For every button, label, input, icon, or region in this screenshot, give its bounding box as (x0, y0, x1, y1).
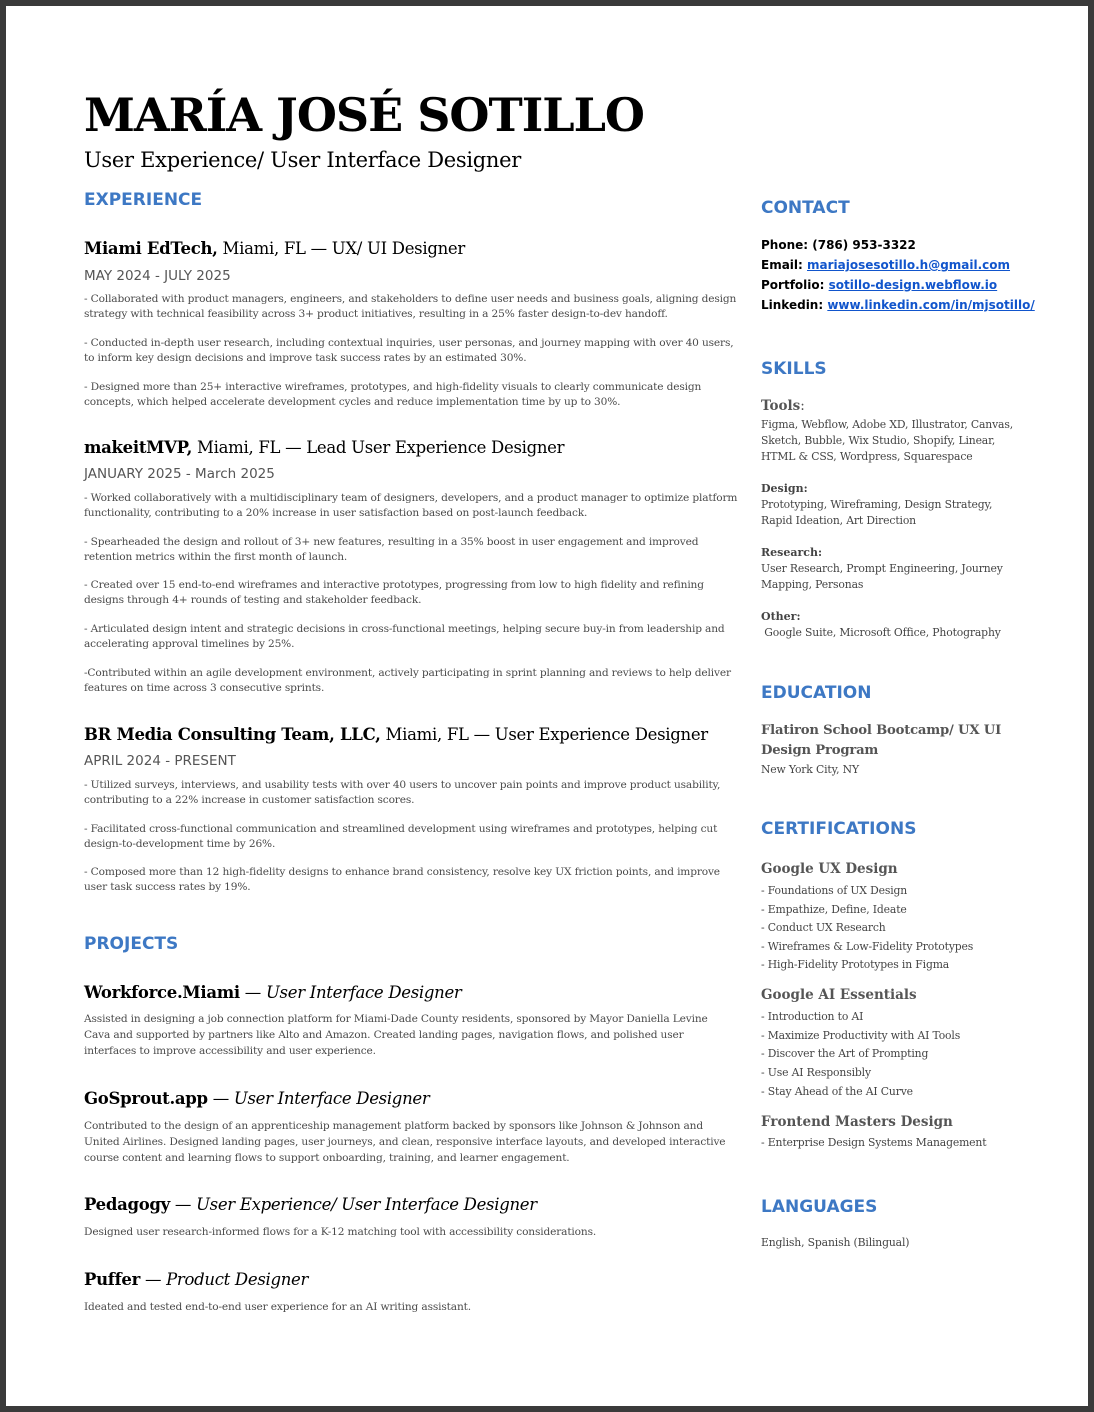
candidate-name: MARÍA JOSÉ SOTILLO (84, 88, 644, 142)
cert-item: - Conduct UX Research (761, 921, 886, 934)
job-bullet: - Composed more than 12 high-fidelity designs to enhance brand consistency, resolve key UX friction points, and improve user task success rates by 19%. (84, 866, 720, 893)
cert-item: - Empathize, Define, Ideate (761, 903, 907, 916)
cert-item: - High-Fidelity Prototypes in Figma (761, 958, 950, 971)
education-heading: EDUCATION (761, 683, 872, 703)
job-title-br-media (84, 725, 708, 744)
tools-label-colon: : (800, 398, 805, 414)
job-title-miami-edtech (84, 239, 465, 258)
job-company: Miami EdTech, (84, 239, 218, 258)
job-role: Miami, FL — UX/ UI Designer (217, 239, 465, 258)
skills-other-label: Other: (761, 610, 801, 623)
job-bullet: - Worked collaboratively with a multidisciplinary team of designers, developers, and a product manager to optimize platform functionality, contributing to a 20% increase in user satisfaction based on post-launch feedback. (84, 492, 738, 519)
project-name: Workforce.Miami (84, 983, 240, 1002)
job-title-makeitmvp (84, 438, 564, 457)
job-company: BR Media Consulting Team, LLC, (84, 725, 381, 744)
job-bullet: - Facilitated cross-functional communication and streamlined development using wireframes and prototypes, helping cut design-to-development time by 26%. (84, 823, 718, 850)
cert-item: - Discover the Art of Prompting (761, 1047, 929, 1060)
languages-heading: LANGUAGES (761, 1197, 878, 1217)
project-description: Designed user research-informed flows for a K-12 matching tool with accessibility considerations. (84, 1226, 597, 1238)
job-dates: APRIL 2024 - PRESENT (84, 753, 236, 769)
education-school: Flatiron School Bootcamp/ UX UI Design Program (761, 723, 1002, 758)
contact-phone: Phone: (786) 953-3322 (761, 238, 916, 252)
job-bullet: - Created over 15 end-to-end wireframes and interactive prototypes, progressing from low to high fidelity and refining designs through 4+ rounds of testing and stakeholder feedback. (84, 579, 704, 606)
portfolio-link[interactable]: sotillo-design.webflow.io (828, 278, 998, 292)
project-role: User Interface Designer (233, 1089, 430, 1108)
project-title (84, 1270, 308, 1289)
cert-group-name: Frontend Masters Design (761, 1114, 953, 1130)
job-dates: JANUARY 2025 - March 2025 (84, 466, 275, 482)
contact-portfolio-label: Portfolio: (761, 278, 829, 292)
project-role: User Interface Designer (265, 983, 462, 1002)
cert-item: - Stay Ahead of the AI Curve (761, 1085, 913, 1098)
project-name: Puffer (84, 1270, 140, 1289)
project-title (84, 1195, 537, 1214)
skills-heading: SKILLS (761, 359, 827, 379)
resume-page (6, 6, 1088, 1406)
project-title (84, 1089, 429, 1108)
cert-item: - Enterprise Design Systems Management (761, 1136, 987, 1149)
skills-tools: Figma, Webflow, Adobe XD, Illustrator, Canvas, Sketch, Bubble, Wix Studio, Shopify, Linear, HTML & CSS, Wordpress, Squarespace (761, 418, 1013, 463)
project-description: Assisted in designing a job connection platform for Miami-Dade County residents, sponsored by Mayor Daniella Levine Cava and supported by partners like Alto and Amazon. Created landing pages, navigation flows, and polished user interfaces to improve accessibility and user experience. (84, 1013, 708, 1057)
skills-tools-label (761, 398, 805, 414)
contact-linkedin-label: Linkedin: (761, 298, 828, 312)
contact-email-line (761, 258, 1010, 272)
project-description: Ideated and tested end-to-end user experience for an AI writing assistant. (84, 1301, 471, 1313)
project-dash: — (169, 1195, 197, 1214)
project-title (84, 983, 462, 1002)
cert-group-name: Google AI Essentials (761, 987, 917, 1003)
job-bullet: - Collaborated with product managers, engineers, and stakeholders to define user needs and business goals, aligning design strategy with technical feasibility across 3+ product initiatives, resulting in a 25% faster design-to-dev handoff. (84, 293, 737, 320)
education-location: New York City, NY (761, 763, 859, 776)
cert-item: - Maximize Productivity with AI Tools (761, 1029, 961, 1042)
job-bullet: - Designed more than 25+ interactive wireframes, prototypes, and high-fidelity visuals to clearly communicate design concepts, which helped accelerate development cycles and reduce implementation time by up to 30%. (84, 381, 702, 408)
project-role: Product Designer (166, 1270, 309, 1289)
cert-item: - Foundations of UX Design (761, 884, 908, 897)
candidate-role: User Experience/ User Interface Designer (84, 148, 521, 172)
cert-item: - Use AI Responsibly (761, 1066, 871, 1079)
certifications-heading: CERTIFICATIONS (761, 819, 917, 839)
job-role: Miami, FL — User Experience Designer (380, 725, 708, 744)
cert-item: - Wireframes & Low-Fidelity Prototypes (761, 940, 974, 953)
job-bullet: - Conducted in-depth user research, including contextual inquiries, user personas, and journey mapping with over 40 users, to inform key design decisions and improve task success rates by an estimated 30%. (84, 337, 734, 364)
cert-group-name: Google UX Design (761, 861, 898, 877)
languages-text: English, Spanish (Bilingual) (761, 1236, 910, 1249)
cert-item: - Introduction to AI (761, 1010, 864, 1023)
job-company: makeitMVP, (84, 438, 193, 457)
job-bullet: -Contributed within an agile development environment, actively participating in sprint planning and reviews to help deliver features on time across 3 consecutive sprints. (84, 667, 731, 694)
job-bullet: - Spearheaded the design and rollout of 3+ new features, resulting in a 35% boost in user engagement and improved retention metrics within the first month of launch. (84, 536, 699, 563)
project-dash: — (140, 1270, 167, 1289)
contact-email-label: Email: (761, 258, 808, 272)
project-dash: — (207, 1089, 234, 1108)
contact-linkedin-line (761, 298, 1035, 312)
project-name: GoSprout.app (84, 1089, 208, 1108)
project-description: Contributed to the design of an apprenticeship management platform backed by sponsors like Johnson & Johnson and United Airlines. Designed landing pages, user journeys, and clean, responsive interface layouts, and developed interactive course content and learning flows to support onboarding, training, and learner engagement. (84, 1120, 726, 1164)
tools-label-text: Tools (761, 398, 801, 414)
email-link[interactable]: mariajosesotillo.h@gmail.com (807, 258, 1011, 272)
project-role: User Experience/ User Interface Designer (196, 1195, 537, 1214)
contact-portfolio-line (761, 278, 997, 292)
experience-heading: EXPERIENCE (84, 190, 203, 210)
job-bullet: - Articulated design intent and strategic decisions in cross-functional meetings, helping secure buy-in from leadership and accelerating approval timelines by 25%. (84, 623, 725, 650)
projects-heading: PROJECTS (84, 934, 179, 954)
project-dash: — (239, 983, 266, 1002)
project-name: Pedagogy (84, 1195, 170, 1214)
skills-other: Google Suite, Microsoft Office, Photography (761, 626, 1001, 639)
skills-research-label: Research: (761, 546, 823, 559)
job-bullet: - Utilized surveys, interviews, and usability tests with over 40 users to uncover pain points and improve product usability, contributing to a 22% increase in customer satisfaction scores. (84, 779, 721, 806)
linkedin-link[interactable]: www.linkedin.com/in/mjsotillo/ (827, 298, 1035, 312)
job-role: Miami, FL — Lead User Experience Designer (192, 438, 565, 457)
skills-design-label: Design: (761, 482, 808, 495)
skills-design: Prototyping, Wireframing, Design Strategy, Rapid Ideation, Art Direction (761, 498, 993, 527)
contact-heading: CONTACT (761, 198, 850, 218)
job-dates: MAY 2024 - JULY 2025 (84, 268, 231, 284)
skills-research: User Research, Prompt Engineering, Journey Mapping, Personas (761, 562, 1003, 591)
